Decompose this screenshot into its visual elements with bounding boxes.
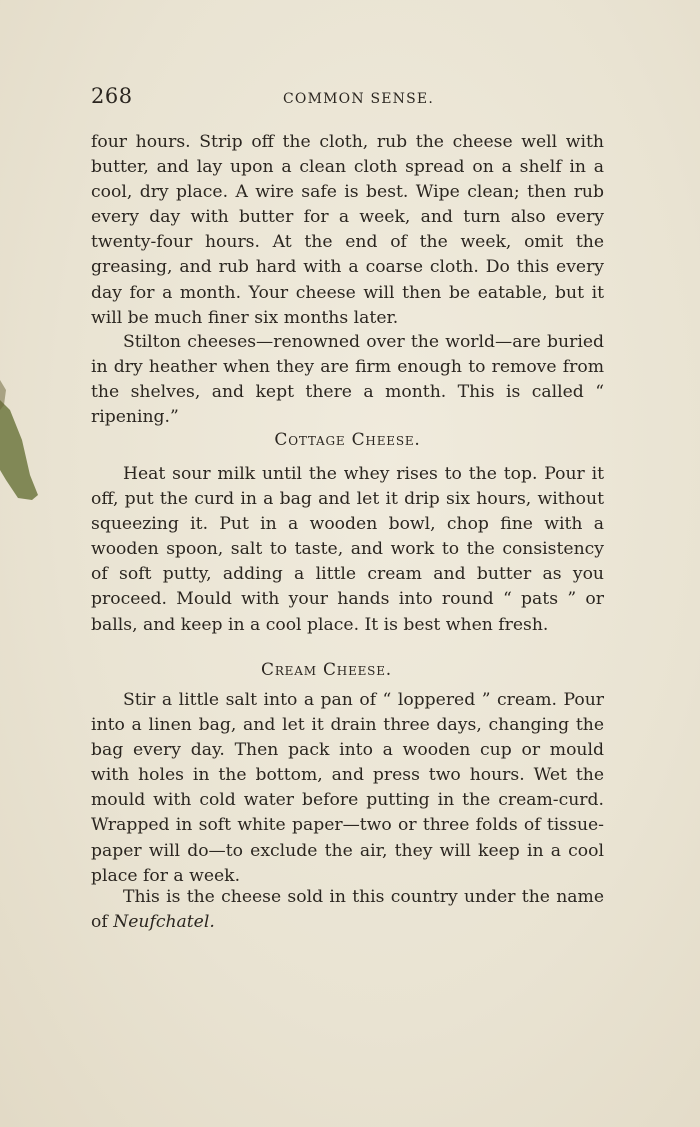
heading-text: Cream Cheese. [261, 660, 392, 680]
paragraph-stilton [91, 330, 604, 430]
running-head: COMMON SENSE. [283, 91, 434, 107]
paragraph-text: four hours. Strip off the cloth, rub the cheese well with butter, and lay upon a clean cloth spread on a shelf in a cool, dry place. A wire safe is best. Wipe clean; then rub every day with butter for a week, and turn also every twenty-four hours. At the end of the week, omit the greasing, and rub hard with a coarse cloth. Do this every day for a month. Your cheese will then be eatable, but it will be much finer six months later. [91, 132, 604, 328]
paragraph-text-plain: This is the cheese sold in this country under the name of [91, 887, 604, 933]
paragraph-cottage-cheese [91, 462, 604, 638]
paragraph-continued [91, 130, 604, 331]
section-heading-cottage-cheese [91, 430, 604, 450]
paragraph-neufchatel [91, 885, 604, 935]
paragraph-text-italic: Neufchatel. [113, 912, 215, 933]
paragraph-text [91, 885, 604, 935]
page-number: 268 [91, 84, 133, 108]
paragraph-text: Stir a little salt into a pan of “ loppered ” cream. Pour into a linen bag, and let it drain three days, changing the bag every day. Then pack into a wooden cup or mould with holes in the bottom, and press two hours. Wet the mould with cold water before putting in the cream-curd. Wrapped in soft white paper—two or three folds of tissue-paper will do—to exclude the air, they will keep in a cool place for a week. [91, 690, 604, 886]
paragraph-text: Stilton cheeses—renowned over the world—are buried in dry heather when they are firm enough to remove from the shelves, and kept there a month. This is called “ ripening.” [91, 332, 604, 428]
page-edge-stain [0, 380, 40, 520]
paragraph-cream-cheese [91, 688, 604, 889]
paragraph-text: Heat sour milk until the whey rises to the top. Pour it off, put the curd in a bag and let it drip six hours, without squeezing it. Put in a wooden bowl, chop fine with a wooden spoon, salt to taste, and work to the consistency of soft putty, adding a little cream and butter as you proceed. Mould with your hands into round “ pats ” or balls, and keep in a cool place. It is best when fresh. [91, 464, 604, 635]
heading-text: Cottage Cheese. [274, 430, 421, 450]
page-header [91, 84, 606, 114]
section-heading-cream-cheese [70, 660, 583, 680]
